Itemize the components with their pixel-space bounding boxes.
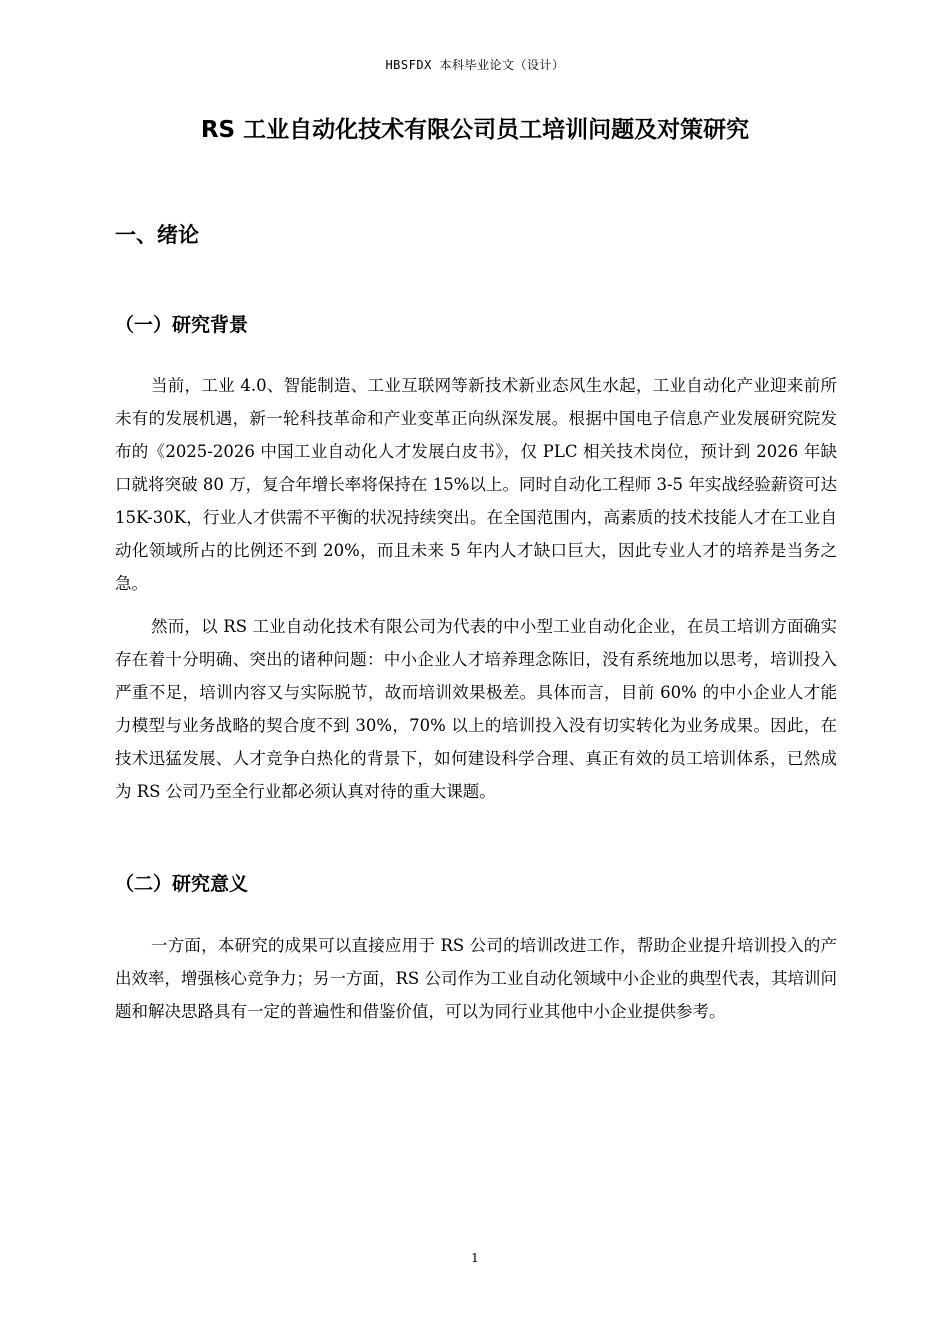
page-number: 1 [471, 1251, 479, 1265]
body-paragraph: 一方面，本研究的成果可以直接应用于 RS 公司的培训改进工作，帮助企业提升培训投入的产出效率，增强核心竞争力；另一方面，RS 公司作为工业自动化领域中小企业的典型代表，其培训问题和解决思路具有一定的普遍性和借鉴价值，可以为同行业其他中小企业提供参考。 [115, 936, 837, 1021]
chapter-heading: 一、绪论 [115, 223, 199, 247]
section-heading-background: （一）研究背景 [115, 314, 249, 336]
body-paragraph: 然而，以 RS 工业自动化技术有限公司为代表的中小型工业自动化企业，在员工培训方面确实存在着十分明确、突出的诸种问题：中小企业人才培养理念陈旧，没有系统地加以思考，培训投入严重不足，培训内容又与实际脱节，故而培训效果极差。具体而言，目前 60% 的中小企业人才能力模型与业务战略的契合度不到 30%，70% 以上的培训投入没有切实转化为业务成果。因此，在技术迅猛发展、人才竞争白热化的背景下，如何建设科学合理、真正有效的员工培训体系，已然成为 RS 公司乃至全行业都必须认真对待的重大课题。 [115, 617, 837, 801]
section-heading-significance: （二）研究意义 [115, 873, 249, 895]
document-title: RS 工业自动化技术有限公司员工培训问题及对策研究 [200, 117, 750, 143]
body-paragraph: 当前，工业 4.0、智能制造、工业互联网等新技术新业态风生水起，工业自动化产业迎来前所未有的发展机遇，新一轮科技革命和产业变革正向纵深发展。根据中国电子信息产业发展研究院发布的《2025-2026 中国工业自动化人才发展白皮书》，仅 PLC 相关技术岗位，预计到 2026 年缺口就将突破 80 万，复合年增长率将保持在 15%以上。同时自动化工程师 3-5 年实战经验薪资可达 15K-30K，行业人才供需不平衡的状况持续突出。在全国范围内，高素质的技术技能人才在工业自动化领域所占的比例还不到 20%，而且未来 5 年内人才缺口巨大，因此专业人才的培养是当务之急。 [115, 376, 837, 593]
running-header: HBSFDX 本科毕业论文（设计） [385, 58, 565, 72]
